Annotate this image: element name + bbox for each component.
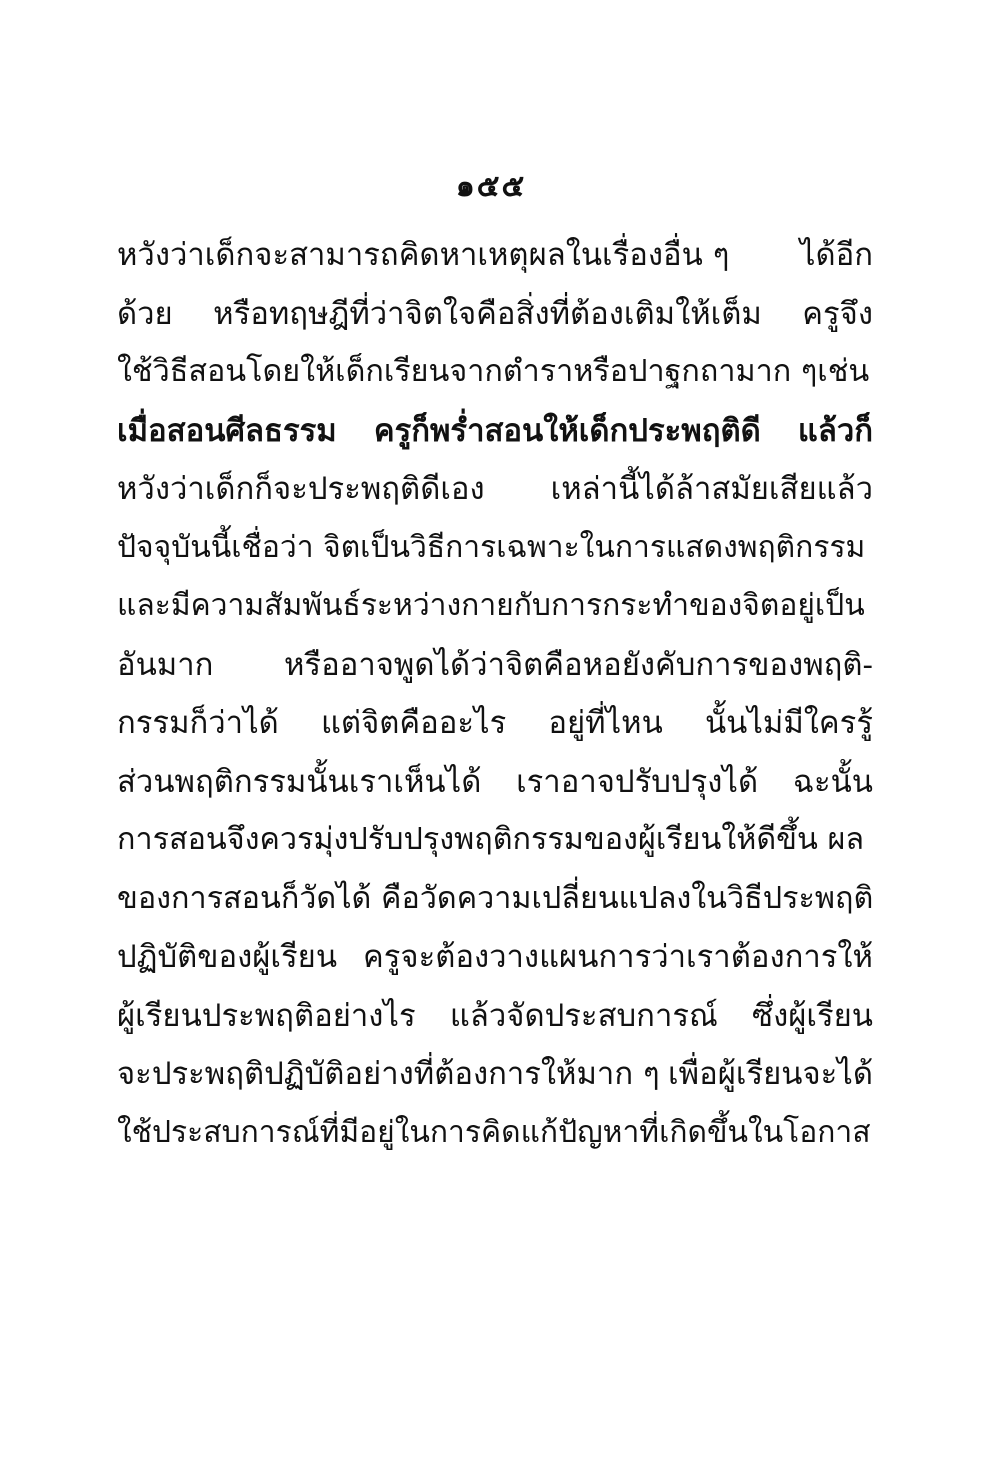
text-line-3 (117, 343, 873, 402)
text-segment: กรรมก็ว่าได้ (117, 705, 279, 741)
text-line-15 (117, 1045, 873, 1104)
text-segment: ครูก็พร่ำสอนให้เด็กประพฤติดี (373, 412, 761, 449)
text-segment: แล้วจัดประสบการณ์ (449, 997, 718, 1034)
text-segment: หรืออาจพูดได้ว่าจิตคือหอยังคับการของพฤติ- (284, 646, 873, 683)
text-segment: ใช้วิธีสอนโดยให้เด็กเรียนจากตำราหรือปาฐกถามาก ๆเช่น (117, 354, 870, 389)
text-segment: ได้อีก (799, 237, 873, 273)
text-line-5 (117, 460, 873, 519)
body-text (117, 226, 873, 1162)
text-segment: ครูจึง (802, 295, 873, 332)
text-segment: หวังว่าเด็กจะสามารถคิดหาเหตุผลในเรื่องอื่น ๆ (117, 237, 730, 273)
text-segment: หวังว่าเด็กก็จะประพฤติดีเอง (117, 471, 485, 507)
page-number: ๑๕๕ (455, 169, 527, 204)
text-segment: อยู่ที่ไหน (548, 705, 663, 741)
text-line-13 (117, 928, 873, 987)
text-segment: อันมาก (117, 646, 214, 683)
text-segment: ผู้เรียนประพฤติอย่างไร (117, 997, 416, 1034)
text-line-1 (117, 226, 873, 285)
text-segment: ซึ่งผู้เรียน (752, 997, 873, 1034)
text-line-14 (117, 987, 873, 1046)
text-segment: แล้วก็ (797, 412, 873, 449)
text-segment: เพื่อผู้เรียนจะได้ (668, 1056, 873, 1092)
text-line-9 (117, 694, 873, 753)
text-segment: ด้วย (117, 295, 173, 332)
text-line-4 (117, 402, 873, 461)
text-segment: ฉะนั้น (792, 763, 873, 800)
text-segment: ใช้ประสบการณ์ที่มีอยู่ในการคิดแก้ปัญหาที่เกิดขึ้นในโอกาส (117, 1114, 871, 1150)
text-segment: ส่วนพฤติกรรมนั้นเราเห็นได้ (117, 763, 482, 800)
text-segment: ของการสอนก็วัดได้ คือวัดความเปลี่ยนแปลงในวิธีประพฤติ (117, 880, 874, 916)
text-segment: ปัจจุบันนี้เชื่อว่า จิตเป็นวิธีการเฉพาะในการแสดงพฤติกรรม (117, 529, 866, 565)
text-line-7 (117, 577, 873, 636)
text-segment: เหล่านี้ได้ล้าสมัยเสียแล้ว (550, 471, 873, 507)
text-line-12 (117, 870, 873, 929)
text-segment: จะประพฤติปฏิบัติอย่างที่ต้องการให้มาก ๆ (117, 1056, 660, 1092)
text-segment: เราอาจปรับปรุงได้ (516, 763, 759, 800)
text-segment: นั้นไม่มีใครรู้ (704, 705, 873, 741)
text-line-6 (117, 519, 873, 578)
text-segment: หรือทฤษฎีที่ว่าจิตใจคือสิ่งที่ต้องเติมให้เต็ม (213, 295, 762, 332)
text-segment: ปฏิบัติของผู้เรียน (117, 939, 338, 975)
text-line-16 (117, 1104, 873, 1163)
text-segment: เมื่อสอนศีลธรรม (117, 412, 337, 449)
text-line-10 (117, 753, 873, 812)
text-line-11 (117, 811, 873, 870)
text-line-2 (117, 285, 873, 344)
text-segment: และมีความสัมพันธ์ระหว่างกายกับการกระทำของจิตอยู่เป็น (117, 588, 865, 623)
text-segment: ครูจะต้องวางแผนการว่าเราต้องการให้ (363, 939, 873, 975)
text-segment: การสอนจึงควรมุ่งปรับปรุงพฤติกรรมของผู้เรียนให้ดีขึ้น ผล (117, 822, 865, 857)
text-line-8 (117, 636, 873, 695)
text-segment: แต่จิตคืออะไร (320, 705, 507, 741)
